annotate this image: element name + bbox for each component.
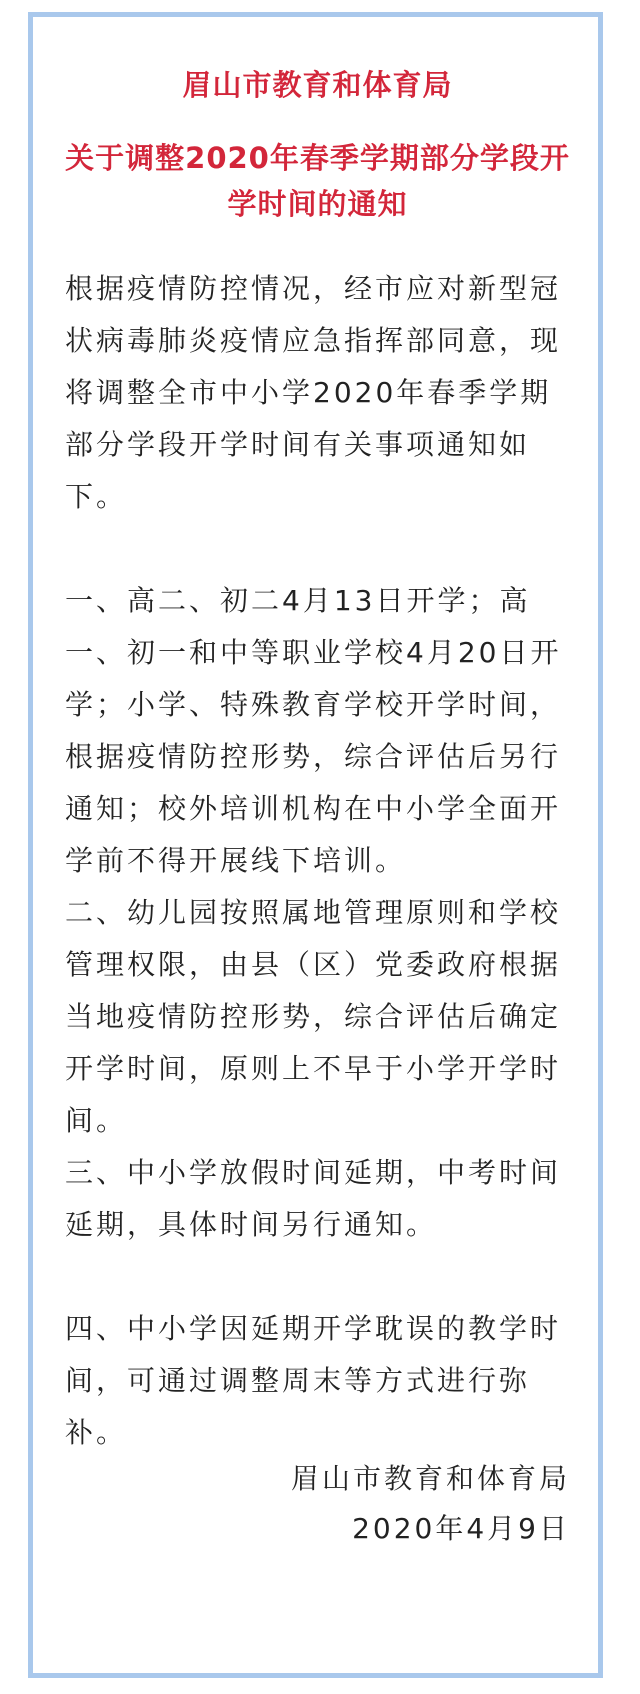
signature-org: 眉山市教育和体育局 <box>290 1462 570 1495</box>
item-3-paragraph: 三、中小学放假时间延期，中考时间延期，具体时间另行通知。 <box>65 1156 562 1241</box>
notice-frame <box>28 12 603 1678</box>
item-4-paragraph: 四、中小学因延期开学耽误的教学时间，可通过调整周末等方式进行弥补。 <box>65 1312 562 1449</box>
item-2-paragraph: 二、幼儿园按照属地管理原则和学校管理权限，由县（区）党委政府根据当地疫情防控形势，综合评估后确定开学时间，原则上不早于小学开学时间。 <box>65 896 562 1137</box>
issuing-org-heading: 眉山市教育和体育局 <box>182 68 453 102</box>
item-1-paragraph: 一、高二、初二4月13日开学；高一、初一和中等职业学校4月20日开学；小学、特殊教育学校开学时间，根据疫情防控形势，综合评估后另行通知；校外培训机构在中小学全面开学前不得开展线下培训。 <box>65 584 562 877</box>
signature-date: 2020年4月9日 <box>352 1512 570 1545</box>
intro-paragraph: 根据疫情防控情况，经市应对新型冠状病毒肺炎疫情应急指挥部同意，现将调整全市中小学2020年春季学期部分学段开学时间有关事项通知如下。 <box>65 272 562 513</box>
notice-content <box>65 17 570 1673</box>
notice-title: 关于调整2020年春季学期部分学段开学时间的通知 <box>65 141 570 221</box>
